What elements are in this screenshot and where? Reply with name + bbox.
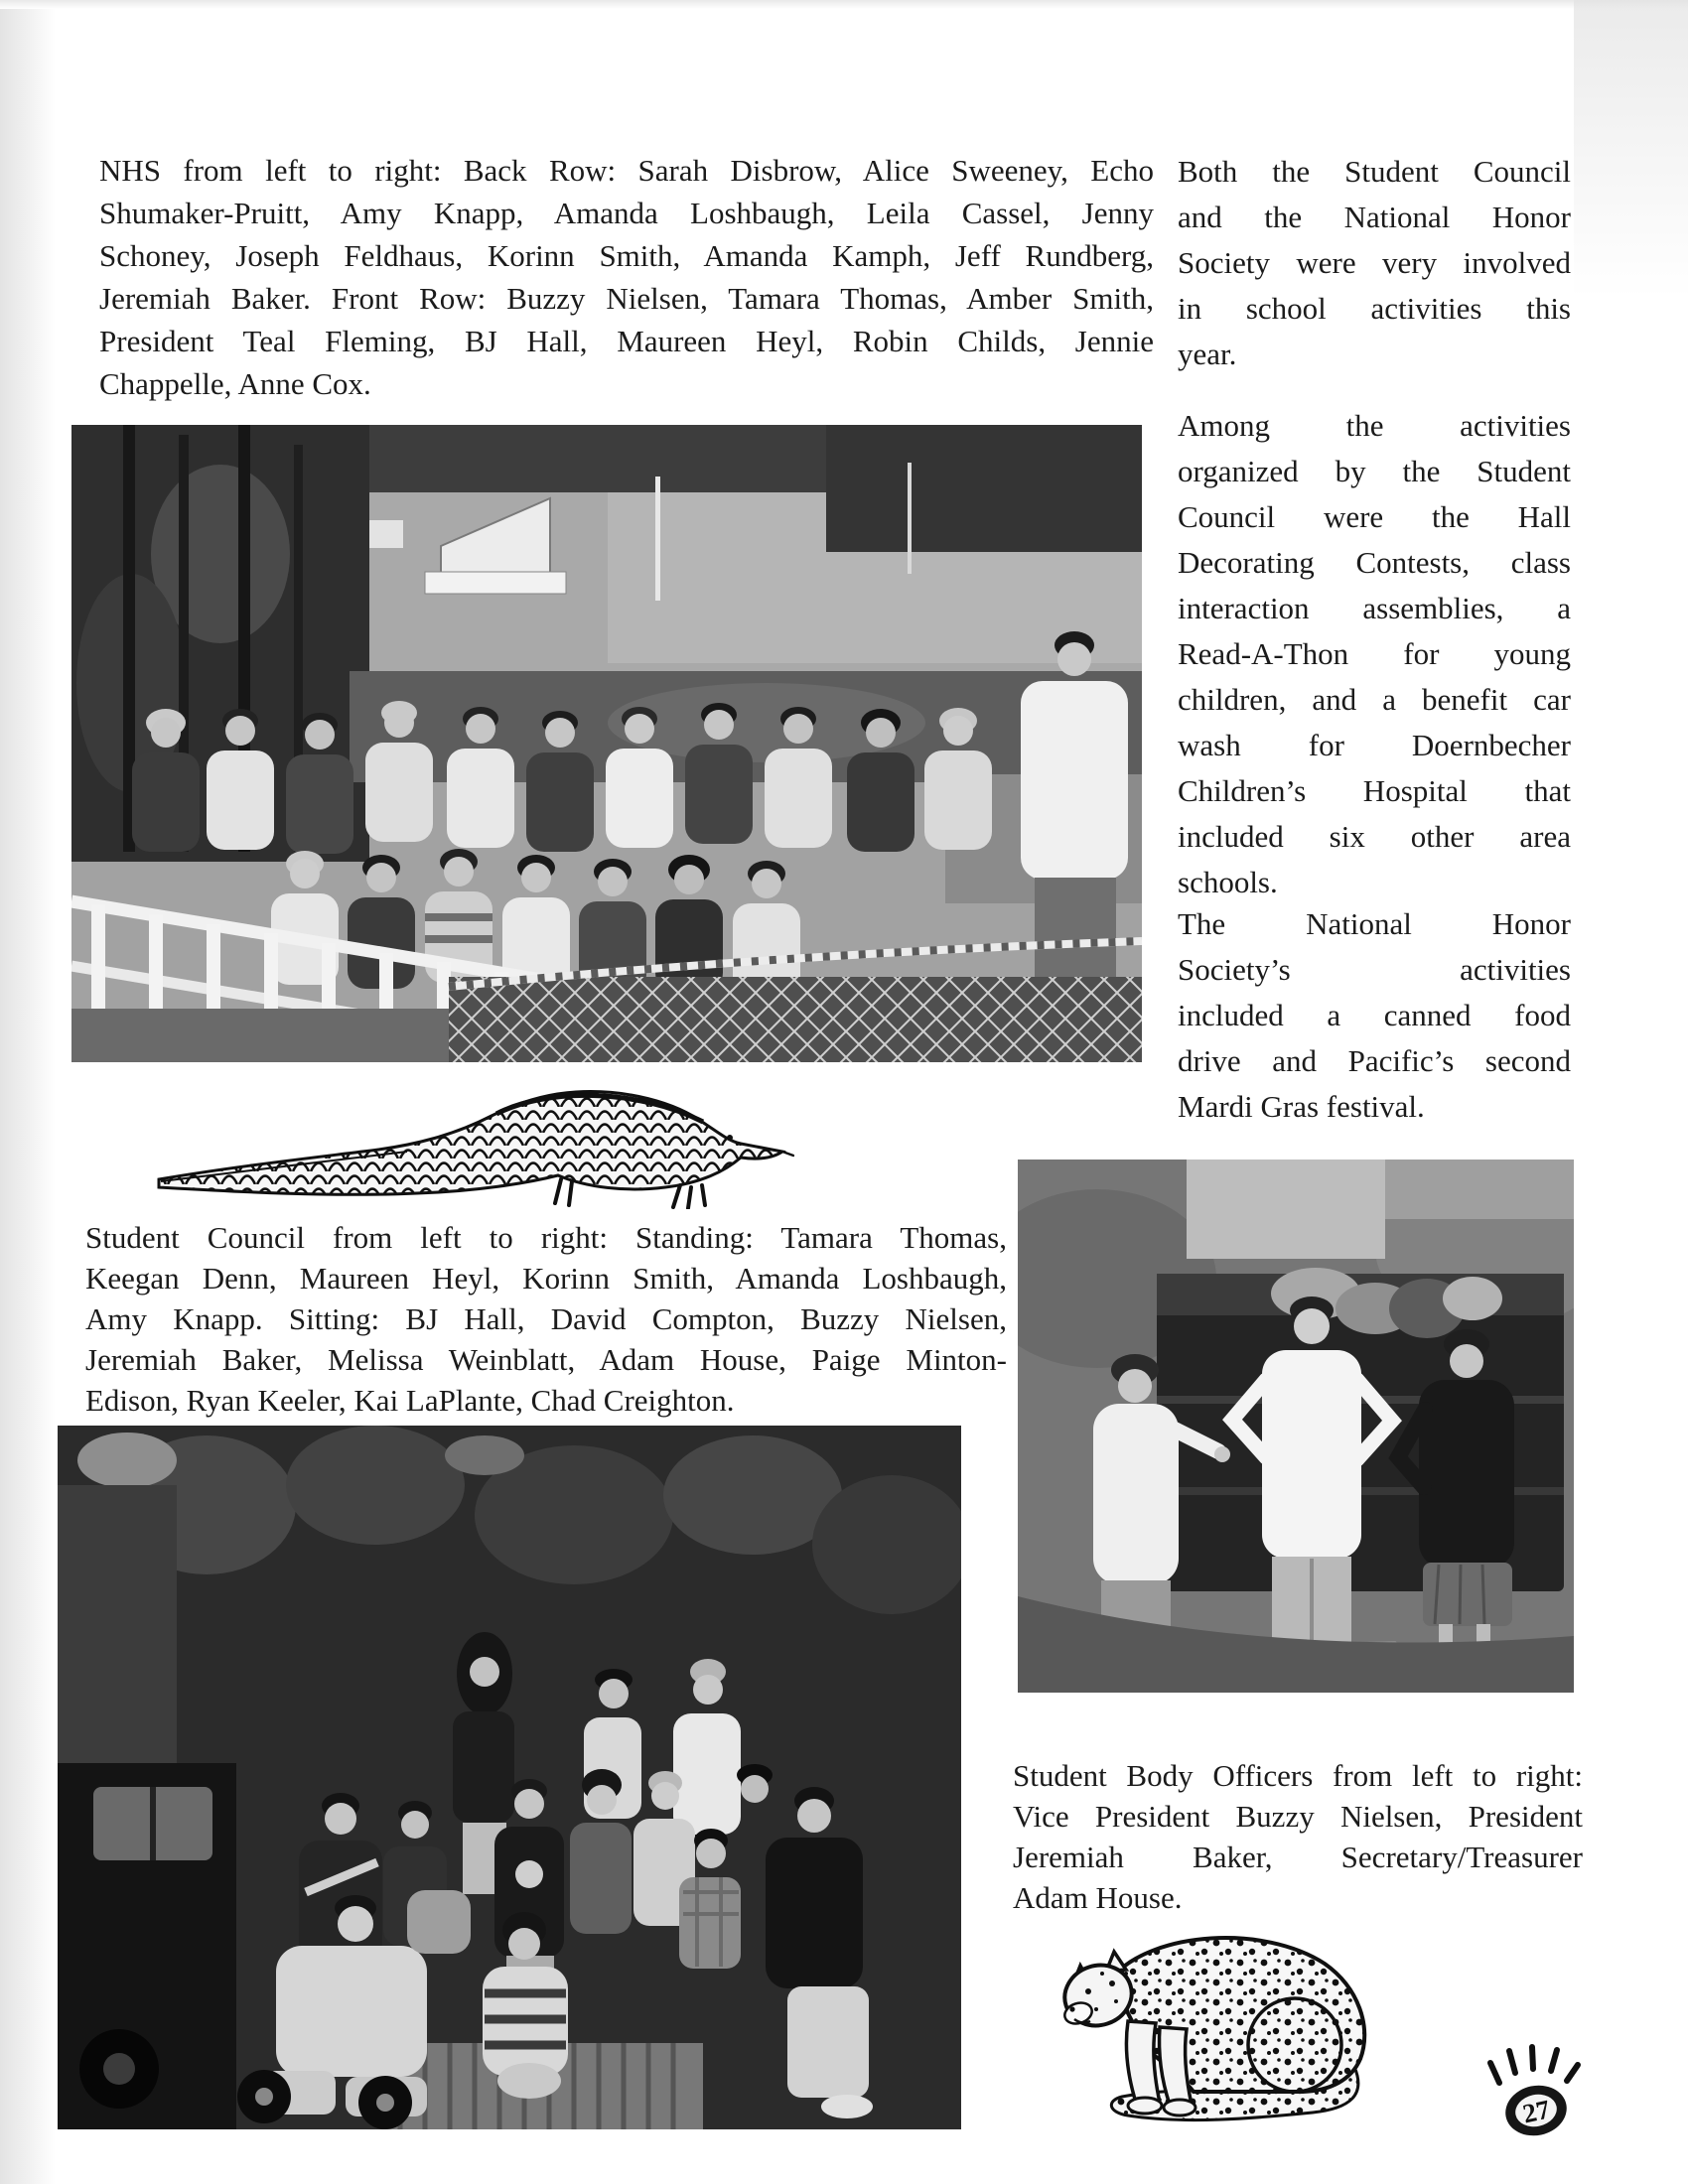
sidebar-paragraph-2 bbox=[1178, 403, 1571, 905]
page-number: 27 bbox=[1519, 2094, 1553, 2129]
paw-claws bbox=[1490, 2047, 1578, 2083]
caption-line: Keegan Denn, Maureen Heyl, Korinn Smith, Amanda Loshbaugh, bbox=[85, 1261, 1007, 1296]
caption-line: Edison, Ryan Keeler, Kai LaPlante, Chad Creighton. bbox=[85, 1383, 735, 1418]
caption-line: NHS from left to right: Back Row: Sarah Disbrow, Alice Sweeney, Echo bbox=[99, 153, 1154, 188]
caption-line: President Teal Fleming, BJ Hall, Maureen Heyl, Robin Childs, Jennie bbox=[99, 324, 1154, 358]
caption-line: Vice President Buzzy Nielsen, President bbox=[1013, 1799, 1583, 1834]
caption-line: and the National Honor bbox=[1178, 200, 1571, 234]
photo-officers-art bbox=[1018, 1160, 1574, 1693]
photo-nhs-art bbox=[71, 425, 1142, 1062]
caption-line: Both the Student Council bbox=[1178, 154, 1571, 189]
sidebar-paragraph-1 bbox=[1178, 149, 1571, 377]
caption-line: Children’s Hospital that bbox=[1178, 773, 1571, 808]
caption-line: Shumaker-Pruitt, Amy Knapp, Amanda Loshbaugh, Leila Cassel, Jenny bbox=[99, 196, 1154, 230]
caption-line: Student Body Officers from left to right: bbox=[1013, 1758, 1583, 1793]
caption-line: interaction assemblies, a bbox=[1178, 591, 1571, 625]
caption-line: wash for Doernbecher bbox=[1178, 728, 1571, 762]
caption-line: Council were the Hall bbox=[1178, 499, 1571, 534]
caption-student-body-officers bbox=[1013, 1755, 1583, 1918]
page-edge-left bbox=[0, 0, 56, 2184]
caption-line: Jeremiah Baker. Front Row: Buzzy Nielsen, Tamara Thomas, Amber Smith, bbox=[99, 281, 1154, 316]
caption-line: included six other area bbox=[1178, 819, 1571, 854]
caption-line: year. bbox=[1178, 337, 1237, 371]
caption-line: Society’s activities bbox=[1178, 952, 1571, 987]
caption-line: Jeremiah Baker, Secretary/Treasurer bbox=[1013, 1840, 1583, 1874]
photo-student-council-group bbox=[58, 1426, 961, 2129]
sidebar-paragraph-3 bbox=[1178, 901, 1571, 1130]
caption-line: organized by the Student bbox=[1178, 454, 1571, 488]
caption-line: children, and a benefit car bbox=[1178, 682, 1571, 717]
caption-line: The National Honor bbox=[1178, 906, 1571, 941]
page-edge-top bbox=[0, 0, 1688, 9]
caption-line: Decorating Contests, class bbox=[1178, 545, 1571, 580]
photo-student-body-officers bbox=[1018, 1160, 1574, 1693]
photo-nhs-group bbox=[71, 425, 1142, 1062]
paw-print-page-number bbox=[1481, 2043, 1593, 2138]
caption-line: Society were very involved bbox=[1178, 245, 1571, 280]
caption-line: Mardi Gras festival. bbox=[1178, 1089, 1425, 1124]
caption-line: Schoney, Joseph Feldhaus, Korinn Smith, Amanda Kamph, Jeff Rundberg, bbox=[99, 238, 1154, 273]
caption-line: Among the activities bbox=[1178, 408, 1571, 443]
truck bbox=[58, 1763, 236, 2129]
caption-line: Jeremiah Baker, Melissa Weinblatt, Adam House, Paige Minton- bbox=[85, 1342, 1007, 1377]
caption-line: Read-A-Thon for young bbox=[1178, 636, 1571, 671]
caption-student-council bbox=[85, 1217, 1007, 1421]
caption-line: Adam House. bbox=[1013, 1880, 1183, 1915]
page-edge-smudge bbox=[1574, 0, 1688, 298]
pangolin-illustration bbox=[149, 1068, 794, 1209]
caption-line: Amy Knapp. Sitting: BJ Hall, David Compton, Buzzy Nielsen, bbox=[85, 1301, 1007, 1336]
caption-line: included a canned food bbox=[1178, 998, 1571, 1032]
caption-line: drive and Pacific’s second bbox=[1178, 1043, 1571, 1078]
caption-line: Chappelle, Anne Cox. bbox=[99, 366, 371, 401]
caption-line: in school activities this bbox=[1178, 291, 1571, 326]
photo-council-art bbox=[58, 1426, 961, 2129]
jaguar-illustration bbox=[1045, 1918, 1402, 2136]
caption-nhs bbox=[99, 149, 1154, 405]
caption-line: schools. bbox=[1178, 865, 1278, 899]
caption-line: Student Council from left to right: Standing: Tamara Thomas, bbox=[85, 1220, 1007, 1255]
